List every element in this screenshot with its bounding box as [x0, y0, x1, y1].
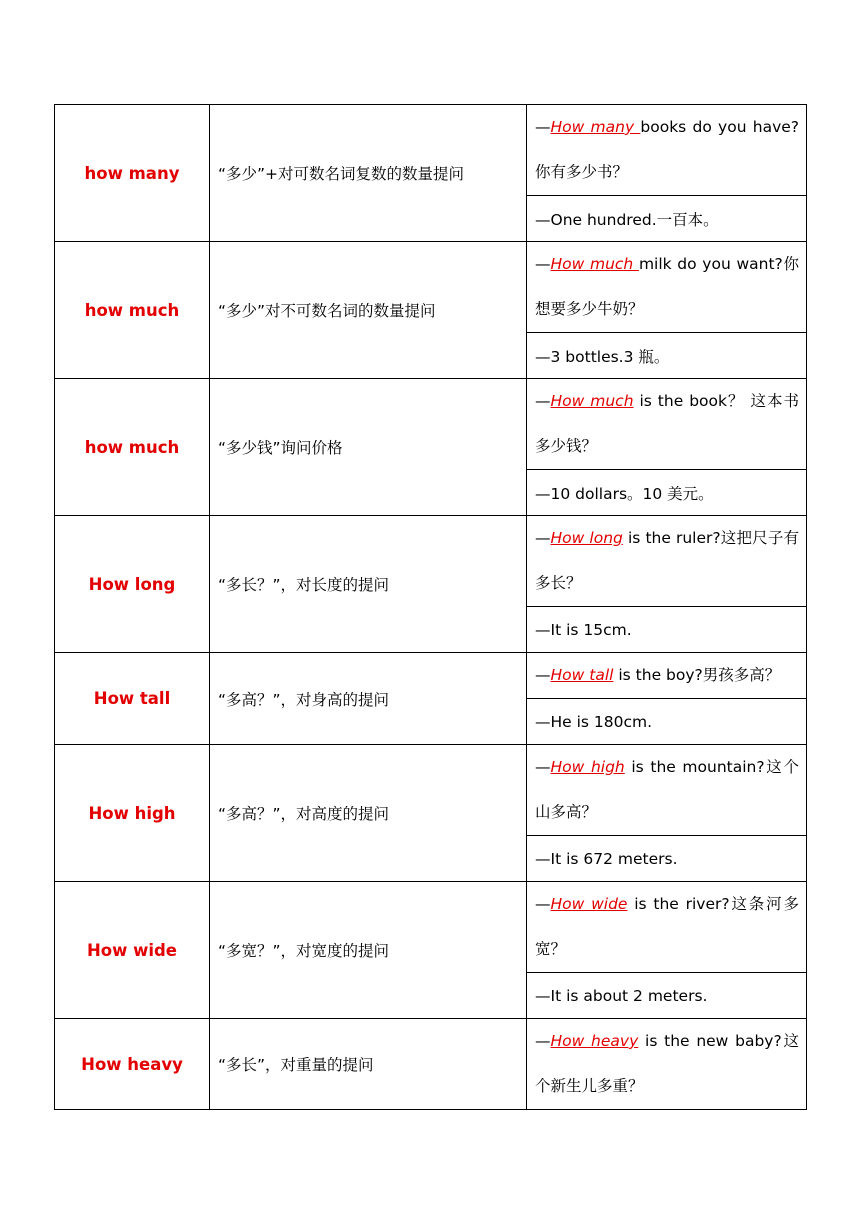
meaning-cell: “多长？”，对长度的提问: [210, 516, 527, 653]
answer-cell: —One hundred.一百本。: [527, 196, 807, 242]
table-row: [55, 745, 807, 836]
answer-cell: —3 bottles.3 瓶。: [527, 333, 807, 379]
table-row: [55, 242, 807, 333]
example-text: is the ruler?这把尺子有多长？: [535, 529, 799, 592]
meaning-cell: “多长”，对重量的提问: [210, 1019, 527, 1110]
example-cell: [527, 379, 807, 470]
keyword-cell: How high: [55, 745, 210, 882]
table-row: [55, 1019, 807, 1110]
example-text: is the new baby?这个新生儿多重？: [535, 1032, 799, 1095]
grammar-table: [54, 104, 807, 1110]
meaning-cell: “多少钱”询问价格: [210, 379, 527, 516]
keyword-cell: how much: [55, 379, 210, 516]
example-cell: [527, 882, 807, 973]
dash: —: [535, 118, 551, 136]
keyword-cell: how many: [55, 105, 210, 242]
dash: —: [535, 758, 551, 776]
keyword-cell: How tall: [55, 653, 210, 745]
highlight-phrase: How heavy: [550, 1032, 639, 1050]
dash: —: [535, 529, 551, 547]
example-cell: [527, 242, 807, 333]
example-text: is the mountain?这个山多高？: [535, 758, 799, 821]
table-row: [55, 105, 807, 196]
answer-cell: —10 dollars。10 美元。: [527, 470, 807, 516]
dash: —: [535, 895, 551, 913]
dash: —: [535, 255, 551, 273]
highlight-phrase: How high: [550, 758, 625, 776]
highlight-phrase: How wide: [550, 895, 628, 913]
answer-cell: —He is 180cm.: [527, 699, 807, 745]
keyword-cell: how much: [55, 242, 210, 379]
table-row: [55, 516, 807, 607]
dash: —: [535, 666, 551, 684]
keyword-cell: How heavy: [55, 1019, 210, 1110]
meaning-cell: “多宽？”，对宽度的提问: [210, 882, 527, 1019]
highlight-phrase: How tall: [550, 666, 614, 684]
highlight-phrase: How much: [550, 255, 639, 273]
answer-cell: —It is 672 meters.: [527, 836, 807, 882]
dash: —: [535, 392, 551, 410]
example-cell: [527, 745, 807, 836]
meaning-cell: “多少”对不可数名词的数量提问: [210, 242, 527, 379]
dash: —: [535, 1032, 551, 1050]
meaning-cell: “多高？”，对高度的提问: [210, 745, 527, 882]
example-cell: [527, 653, 807, 699]
example-text: milk do you want?你想要多少牛奶？: [535, 255, 799, 318]
example-text: is the river?这条河多宽？: [535, 895, 799, 958]
highlight-phrase: How many: [550, 118, 641, 136]
answer-cell: —It is 15cm.: [527, 607, 807, 653]
example-cell: [527, 516, 807, 607]
answer-cell: —It is about 2 meters.: [527, 973, 807, 1019]
example-text: books do you have?你有多少书？: [535, 118, 800, 181]
highlight-phrase: How long: [550, 529, 623, 547]
example-cell: [527, 105, 807, 196]
table-row: [55, 653, 807, 699]
keyword-cell: How wide: [55, 882, 210, 1019]
example-cell: [527, 1019, 807, 1110]
keyword-cell: How long: [55, 516, 210, 653]
table-row: [55, 379, 807, 470]
example-text: is the book？ 这本书多少钱？: [535, 392, 799, 455]
meaning-cell: “多少”+对可数名词复数的数量提问: [210, 105, 527, 242]
highlight-phrase: How much: [550, 392, 634, 410]
table-row: [55, 882, 807, 973]
example-text: is the boy?男孩多高？: [613, 666, 781, 684]
meaning-cell: “多高？”，对身高的提问: [210, 653, 527, 745]
